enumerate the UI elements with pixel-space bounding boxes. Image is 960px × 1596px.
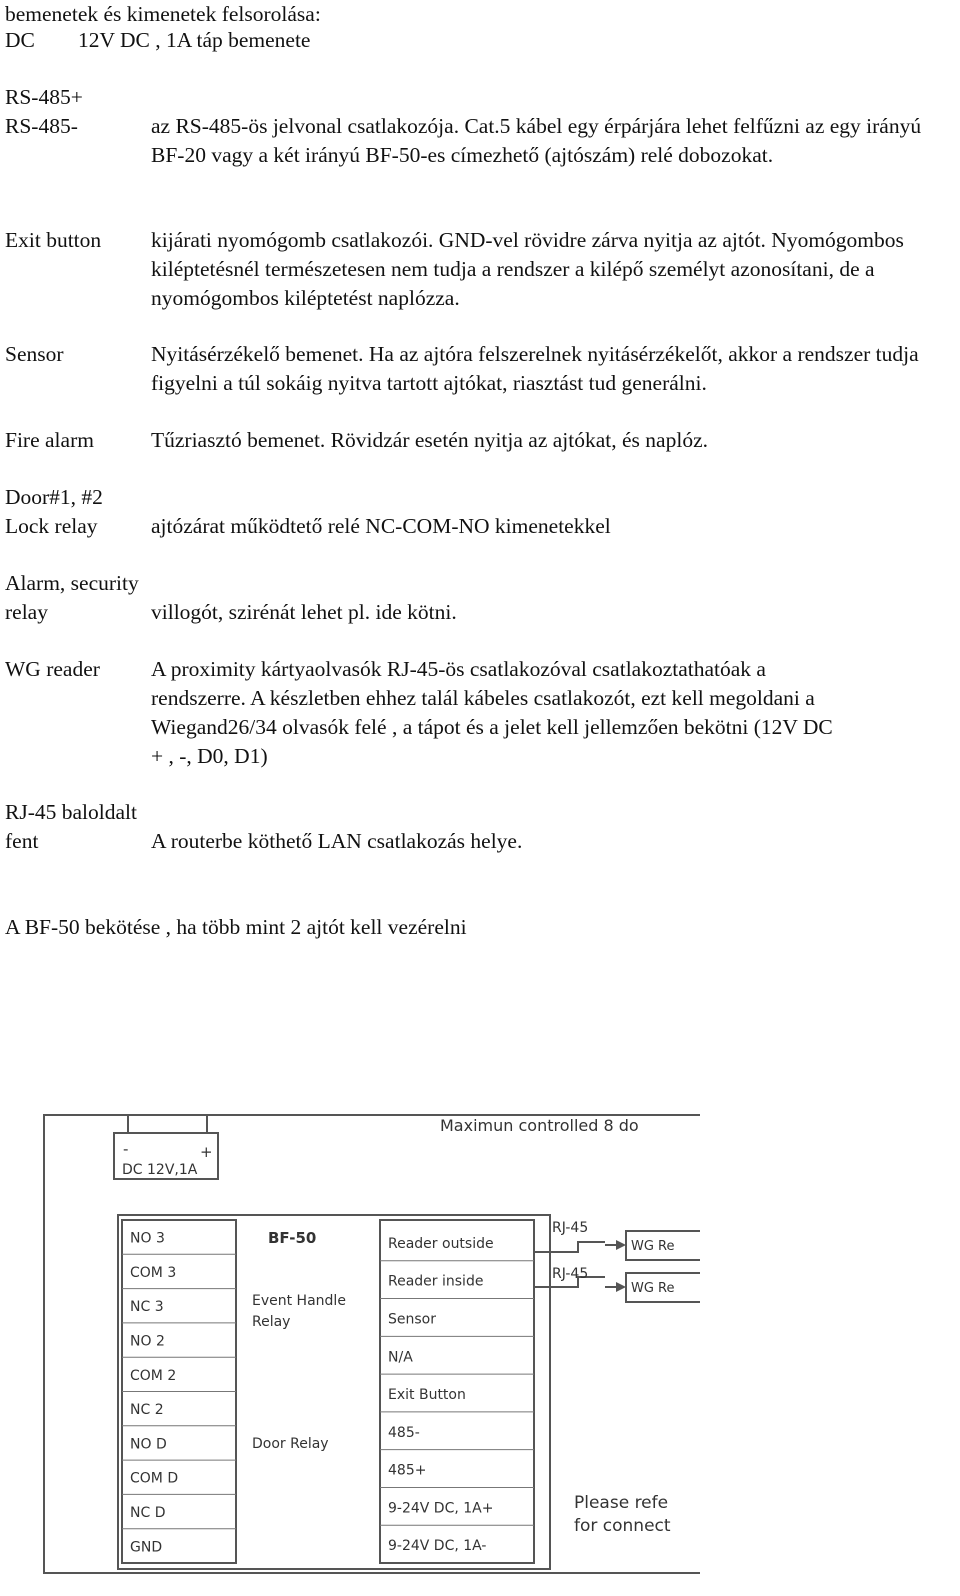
wg-reader-label: WG reader	[5, 657, 100, 681]
rj45-desc: A routerbe köthető LAN csatlakozás helye.	[151, 829, 523, 853]
rs485-plus-label: RS-485+	[5, 85, 83, 109]
left-terminal-6: NC 2	[130, 1402, 164, 1419]
wg-reader-line-1: A proximity kártyaolvasók RJ-45-ös csatlakozóval csatlakoztathatóak a	[151, 657, 766, 681]
dc-desc: 12V DC , 1A táp bemenete	[78, 28, 311, 52]
rj45-fent-label: fent	[5, 829, 39, 853]
bf50-title: BF-50	[268, 1229, 317, 1247]
right-terminal-9: 9-24V DC, 1A-	[388, 1538, 487, 1555]
right-terminal-5: Exit Button	[388, 1387, 466, 1404]
rs485-minus-label: RS-485-	[5, 114, 78, 138]
sensor-label: Sensor	[5, 342, 64, 366]
alarm-label: Alarm, security	[5, 571, 139, 595]
note-line-1: Please refe	[574, 1493, 669, 1513]
note-line-2: for connect	[574, 1516, 671, 1536]
rj45-label: RJ-45 baloldalt	[5, 800, 137, 824]
right-terminal-4: N/A	[388, 1349, 413, 1366]
right-terminal-3: Sensor	[388, 1311, 436, 1328]
lock-relay-label: Lock relay	[5, 514, 98, 538]
exit-button-desc: kijárati nyomógomb csatlakozói. GND-vel rövidre zárva nyitja az ajtót. Nyomógombos kiléptetésnél természetesen nem tudja a rendszer a kilépő személyt azonosítani, de a nyomógombos kiléptetést naplózza.	[151, 228, 904, 310]
dc-plus-label: +	[200, 1143, 213, 1161]
alarm-relay-label: relay	[5, 600, 48, 624]
right-terminal-8: 9-24V DC, 1A+	[388, 1500, 494, 1517]
fire-alarm-desc: Tűzriasztó bemenet. Rövidzár esetén nyitja az ajtókat, és naplóz.	[151, 428, 708, 452]
page-heading: bemenetek és kimenetek felsorolása:	[5, 2, 321, 26]
door-desc: ajtózárat működtető relé NC-COM-NO kimenetekkel	[151, 514, 611, 538]
rs485-desc: az RS-485-ös jelvonal csatlakozója. Cat.5 kábel egy érpárjára lehet felfűzni az egy irányú BF-20 vagy a két irányú BF-50-es címezhető (ajtószám) relé dobozokat.	[151, 114, 922, 167]
dc-label: DC	[5, 28, 35, 52]
alarm-desc: villogót, szirénát lehet pl. ide kötni.	[151, 600, 457, 624]
diagram-top-text: Maximun controlled 8 do	[440, 1116, 639, 1135]
wg-reader-line-2: rendszerre. A készletben ehhez talál kábeles csatlakozót, ezt kell megoldani a	[151, 686, 815, 710]
bf50-heading: A BF-50 bekötése , ha több mint 2 ajtót kell vezérelni	[5, 915, 467, 939]
wg-reader-box-2: WG Re	[631, 1281, 675, 1296]
left-terminal-3: NC 3	[130, 1299, 164, 1316]
dc-minus-label: -	[123, 1140, 129, 1158]
exit-button-label: Exit button	[5, 228, 102, 252]
left-terminal-8: COM D	[130, 1470, 179, 1487]
left-terminal-7: NO D	[130, 1436, 167, 1453]
left-terminal-10: GND	[130, 1539, 163, 1556]
right-terminal-1: Reader outside	[388, 1235, 494, 1252]
sensor-desc: Nyitásérzékelő bemenet. Ha az ajtóra felszerelnek nyitásérzékelőt, akkor a rendszer tudja figyelni a túl sokáig nyitva tartott ajtókat, riasztást tud generálni.	[151, 342, 919, 395]
left-terminal-4: NO 2	[130, 1333, 165, 1350]
left-terminal-1: NO 3	[130, 1230, 165, 1247]
left-terminal-9: NC D	[130, 1505, 166, 1522]
fire-alarm-label: Fire alarm	[5, 428, 94, 452]
door-relay-label: Door Relay	[252, 1436, 329, 1452]
door-label: Door#1, #2	[5, 485, 103, 509]
event-relay-label-1: Event Handle	[252, 1293, 346, 1309]
right-terminal-6: 485-	[388, 1424, 420, 1441]
wg-reader-line-4: + , -, D0, D1)	[151, 744, 268, 768]
wg-reader-line-3: Wiegand26/34 olvasók felé , a tápot és a jelet kell jellemzően bekötni (12V DC	[151, 715, 833, 739]
bf50-wiring-diagram	[0, 1095, 960, 1596]
left-terminal-2: COM 3	[130, 1264, 177, 1281]
rj45-label-1: RJ-45	[552, 1220, 589, 1236]
wg-reader-box-1: WG Re	[631, 1239, 675, 1254]
diagram-dc-label: DC 12V,1A	[122, 1162, 198, 1178]
right-terminal-2: Reader inside	[388, 1273, 484, 1290]
event-relay-label-2: Relay	[252, 1314, 291, 1330]
left-terminal-5: COM 2	[130, 1367, 177, 1384]
rj45-label-2: RJ-45	[552, 1266, 589, 1282]
right-terminal-7: 485+	[388, 1462, 427, 1479]
bf50-diagram-svg	[0, 1095, 960, 1596]
